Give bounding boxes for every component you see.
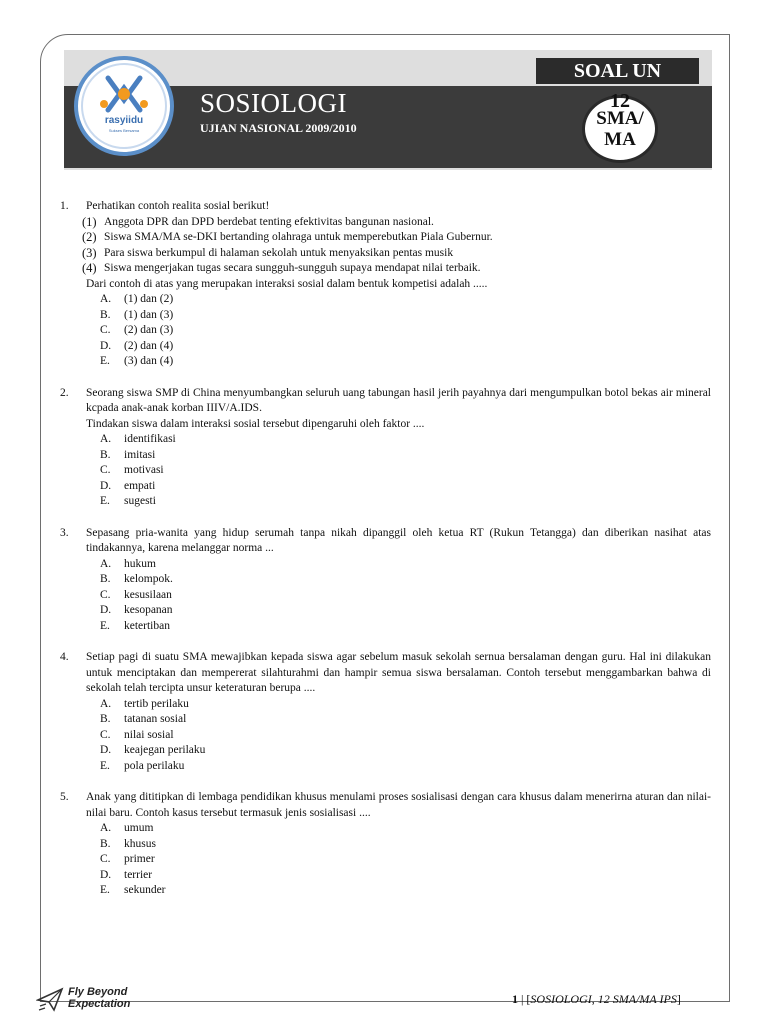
question-intro: Setiap pagi di suatu SMA mewajibkan kepada siswa agar sebelum masuk sekolah sernua bersalaman dengan guru. Hal ini dilakukan untuk menciptakan dan mempererat silahturahmi dan hampir semua siswa bersalaman. Contoh tersebut menggambarkan bahwa di sekolah telah tercipta unsur keteraturan berupa .... [86,651,711,694]
question-4 [60,650,711,774]
answer-option-b[interactable]: B. khusus [100,837,156,850]
answer-option-a[interactable]: A. umum [100,822,154,834]
question-number: 1. [60,200,69,212]
question-text: Dari contoh di atas yang merupakan interaksi sosial dalam bentuk kompetisi adalah ..... [86,277,488,290]
answer-option-d[interactable]: D. kesopanan [100,604,173,616]
grade-badge [582,90,658,163]
statement-item: (4) Siswa mengerjakan tugas secara sungguh-sungguh supaya mendapat nilai terbaik. [82,261,481,275]
statement-item: (2) Siswa SMA/MA se-DKI bertanding olahraga untuk memperebutkan Piala Gubernur. [82,230,493,244]
answer-options [100,432,711,510]
question-number: 2. [60,386,69,399]
footer-subject: SOSIOLOGI [530,992,592,1006]
answer-option-e[interactable]: E. sekunder [100,884,166,896]
slogan-text: Fly Beyond Expectation [68,986,131,1010]
question-intro: Anak yang dititipkan di lembaga pendidikan khusus menulami proses sosialisasi dengan cara khusus dalam menerirna aturan dan nilai-nilai baru. Contoh kasus tersebut termasuk jenis sosialisasi .... [86,791,711,819]
question-5 [60,790,711,899]
answer-option-c[interactable]: C. kesusilaan [100,588,172,601]
answer-option-c[interactable]: C. primer [100,853,155,865]
answer-options [100,697,711,775]
answer-option-a[interactable]: A. hukum [100,557,156,570]
answer-option-e[interactable]: E. pola perilaku [100,759,185,772]
question-text: Tindakan siswa dalam interaksi sosial tersebut dipengaruhi oleh faktor .... [86,417,425,430]
answer-option-d[interactable]: D. terrier [100,868,153,881]
question-1 [60,199,711,370]
question-intro: Sepasang pria-wanita yang hidup serumah tanpa nikah dipanggil oleh ketua RT (Rukun Tetangga) dan diberikan nasihat atas tindakannya, karena melanggar norma ... [86,526,711,554]
page-footer: 1 | [SOSIOLOGI, 12 SMA/MA IPS] [512,992,681,1006]
logo-name: rasyiidu [104,115,144,126]
answer-option-b[interactable]: B. tatanan sosial [100,713,187,725]
logo-emblem-icon [78,60,170,152]
answer-option-c[interactable]: C. nilai sosial [100,728,174,741]
answer-option-e[interactable]: E. (3) dan (4) [100,355,174,367]
rasyiidu-logo [74,56,174,156]
answer-option-a[interactable]: A. identifikasi [100,433,176,445]
footer-grade: 12 SMA/MA IPS [597,992,677,1006]
answer-option-a[interactable]: A. tertib perilaku [100,697,189,710]
question-number: 4. [60,651,69,663]
answer-option-b[interactable]: B. (1) dan (3) [100,308,174,321]
answer-option-e[interactable]: E. ketertiban [100,619,170,632]
answer-option-d[interactable]: D. empati [100,479,156,492]
answer-option-b[interactable]: B. imitasi [100,448,156,461]
answer-options [100,821,711,899]
soal-un-badge: SOAL UN [536,58,699,84]
question-intro: Seorang siswa SMP di China menyumbangkan seluruh uang tabungan hasil jerih payahnya dari mengumpulkan botol bekas air mineral kcpada anak-anak korban IIIV/A.IDS. [86,386,711,414]
logo-tagline: Sukses Bersama [108,128,140,133]
statement-list [82,215,711,277]
exam-title: UJIAN NASIONAL 2009/2010 [200,121,357,135]
paper-plane-icon [36,986,64,1012]
footer-separator: | [521,992,524,1006]
answer-option-e[interactable]: E. sugesti [100,495,156,507]
answer-option-d[interactable]: D. keajegan perilaku [100,744,206,756]
answer-option-d[interactable]: D. (2) dan (4) [100,339,174,352]
answer-option-b[interactable]: B. kelompok. [100,573,173,585]
question-number: 3. [60,526,69,539]
grade-level-text: SMA/ MA [596,108,644,150]
statement-item: (1) Anggota DPR dan DPD berdebat tenting efektivitas bangunan nasional. [82,214,434,229]
question-intro: Perhatikan contoh realita sosial berikut! [86,200,270,212]
statement-item: (3) Para siswa berkumpul di halaman sekolah untuk menyaksikan pentas musik [82,245,454,260]
question-number: 5. [60,791,69,803]
answer-option-a[interactable]: A. (1) dan (2) [100,293,174,305]
subject-title: SOSIOLOGI [200,88,348,118]
page-number: 1 [512,992,518,1006]
answer-options [100,557,711,635]
question-3 [60,526,711,635]
grade-level [585,108,655,150]
grade-number: 12 [610,90,630,112]
question-2 [60,386,711,510]
answer-option-c[interactable]: C. (2) dan (3) [100,324,174,336]
question-list [60,199,711,915]
slogan-logo [36,986,176,1016]
answer-options [100,292,711,370]
answer-option-c[interactable]: C. motivasi [100,464,164,476]
